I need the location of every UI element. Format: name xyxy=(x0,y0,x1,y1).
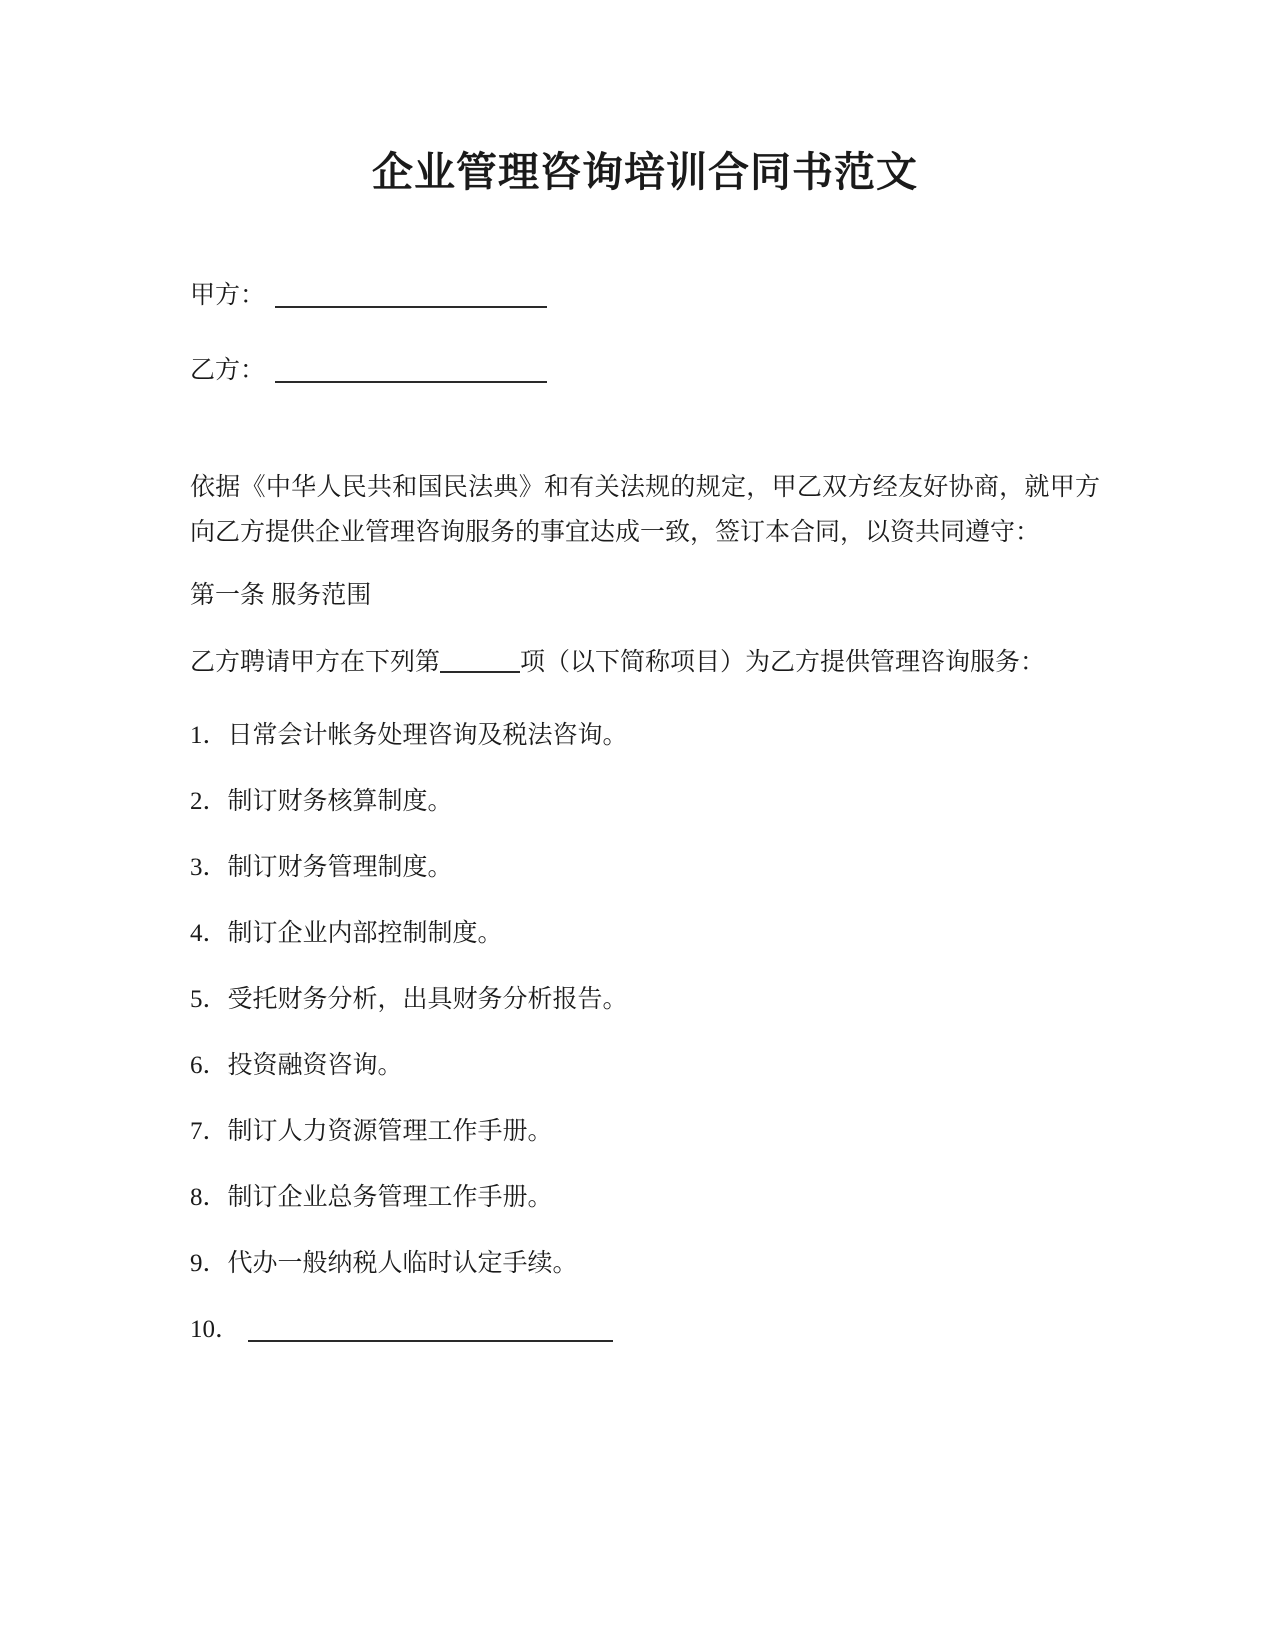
service-item xyxy=(190,1241,1100,1286)
service-item xyxy=(190,1175,1100,1220)
item-text: 制订企业总务管理工作手册。 xyxy=(227,1184,553,1211)
item-number: 8． xyxy=(190,1184,228,1211)
item-text: 制订人力资源管理工作手册。 xyxy=(227,1118,553,1145)
service-item xyxy=(190,977,1100,1022)
item-number: 10． xyxy=(190,1316,241,1343)
item-number: 9． xyxy=(190,1250,228,1277)
party-a-field xyxy=(190,273,1100,318)
item-10-blank xyxy=(248,1320,613,1342)
service-item xyxy=(190,845,1100,890)
item-number: 2． xyxy=(190,788,228,815)
clause-prefix: 乙方聘请甲方在下列第 xyxy=(190,649,441,676)
service-scope-clause xyxy=(190,640,1100,685)
item-text: 制订财务管理制度。 xyxy=(227,854,453,881)
item-text: 投资融资咨询。 xyxy=(227,1052,403,1079)
clause-suffix: 项（以下简称项目）为乙方提供管理咨询服务： xyxy=(520,649,1046,676)
item-text: 制订企业内部控制制度。 xyxy=(227,920,503,947)
service-item xyxy=(190,779,1100,824)
party-b-field xyxy=(190,348,1100,393)
service-item xyxy=(190,713,1100,758)
party-a-blank xyxy=(275,286,547,308)
item-text: 日常会计帐务处理咨询及税法咨询。 xyxy=(227,722,628,749)
intro-paragraph: 依据《中华人民共和国民法典》和有关法规的规定，甲乙双方经友好协商，就甲方向乙方提供企业管理咨询服务的事宜达成一致，签订本合同，以资共同遵守： xyxy=(190,474,1100,546)
item-text: 代办一般纳税人临时认定手续。 xyxy=(227,1250,578,1277)
item-number: 1． xyxy=(190,722,228,749)
service-item xyxy=(190,1043,1100,1088)
service-item xyxy=(190,911,1100,956)
item-number: 5． xyxy=(190,986,228,1013)
item-text: 受托财务分析，出具财务分析报告。 xyxy=(227,986,628,1013)
party-b-label: 乙方： xyxy=(190,357,266,384)
service-item xyxy=(190,1109,1100,1154)
party-a-label: 甲方： xyxy=(190,282,266,309)
document-title: 企业管理咨询培训合同书范文 xyxy=(372,149,918,195)
service-item xyxy=(190,1307,1100,1352)
item-text: 制订财务核算制度。 xyxy=(227,788,453,815)
clause-blank xyxy=(440,651,520,673)
article-1-heading: 第一条 服务范围 xyxy=(190,582,372,609)
item-number: 3． xyxy=(190,854,228,881)
item-number: 4． xyxy=(190,920,228,947)
item-number: 6． xyxy=(190,1052,228,1079)
item-number: 7． xyxy=(190,1118,228,1145)
party-b-blank xyxy=(275,361,547,383)
